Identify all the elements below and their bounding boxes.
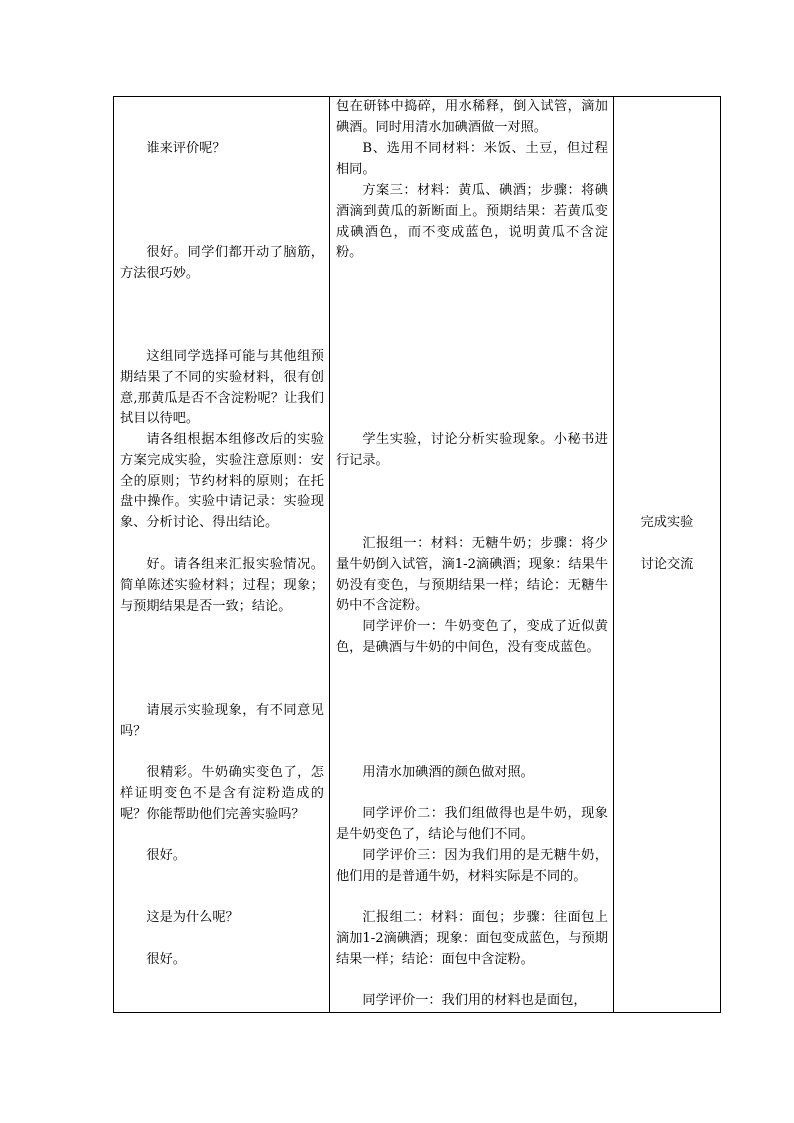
design-intent-column	[614, 97, 720, 1012]
teacher-text-10: 很好。	[146, 952, 186, 967]
teacher-text-7: 很精彩。牛奶确实变色了，怎样证明变色不是含有淀粉造成的呢？你能帮助他们完善实验吗？	[120, 765, 324, 822]
student-text-7: 用清水加碘酒的颜色做对照。	[362, 765, 534, 780]
teacher-text-5: 好。请各组来汇报实验情况。简单陈述实验材料；过程；现象；与预期结果是否一致；结论。	[120, 557, 324, 614]
teacher-text-3: 这组同学选择可能与其他组预期结果了不同的实验材料，很有创意,那黄瓜是否不含淀粉呢？让我们拭目以待吧。	[120, 349, 324, 427]
student-text-8: 同学评价二：我们组做得也是牛奶，现象是牛奶变色了，结论与他们不同。	[336, 806, 608, 842]
teacher-text-4: 请各组根据本组修改后的实验方案完成实验，实验注意原则：安全的原则；节约材料的原则；在托盘中操作。实验中请记录：实验现象、分析讨论、得出结论。	[120, 432, 324, 531]
student-text-1: 包在研钵中捣碎，用水稀释，倒入试管，滴加碘酒。同时用清水加碘酒做一对照。	[336, 99, 608, 135]
student-activity-column	[330, 97, 614, 1012]
student-text-10: 汇报组二：材料：面包；步骤：往面包上滴加1-2滴碘酒；现象：面包变成蓝色，与预期结果一样；结论：面包中含淀粉。	[336, 910, 608, 967]
student-text-6: 同学评价一：牛奶变色了，变成了近似黄色，是碘酒与牛奶的中间色，没有变成蓝色。	[336, 619, 608, 655]
teacher-text-1: 谁来评价呢？	[146, 141, 226, 156]
student-text-9: 同学评价三：因为我们用的是无糖牛奶，他们用的是普通牛奶，材料实际是不同的。	[336, 848, 608, 884]
teacher-text-2: 很好。同学们都开动了脑筋，方法很巧妙。	[120, 245, 324, 281]
teacher-text-6: 请展示实验现象，有不同意见吗？	[120, 703, 324, 739]
teacher-activity-column	[114, 97, 330, 1012]
teacher-text-9: 这是为什么呢？	[146, 910, 239, 925]
student-text-11: 同学评价一：我们用的材料也是面包，	[362, 993, 587, 1008]
student-text-5: 汇报组一：材料：无糖牛奶；步骤：将少量牛奶倒入试管，滴1-2滴碘酒；现象：结果牛奶没有变色，与预期结果一样；结论：无糖牛奶中不含淀粉。	[336, 536, 608, 614]
student-text-3: 方案三：材料：黄瓜、碘酒；步骤：将碘酒滴到黄瓜的新断面上。预期结果：若黄瓜变成碘酒色，而不变成蓝色，说明黄瓜不含淀粉。	[336, 183, 608, 261]
intent-text-1: 完成实验	[640, 515, 694, 530]
intent-text-2: 讨论交流	[640, 557, 694, 572]
teacher-text-8: 很好。	[146, 848, 186, 863]
lesson-plan-table	[113, 96, 721, 1013]
student-text-4: 学生实验，讨论分析实验现象。小秘书进行记录。	[336, 432, 608, 468]
student-text-2: B、选用不同材料：米饭、土豆，但过程相同。	[336, 141, 608, 177]
